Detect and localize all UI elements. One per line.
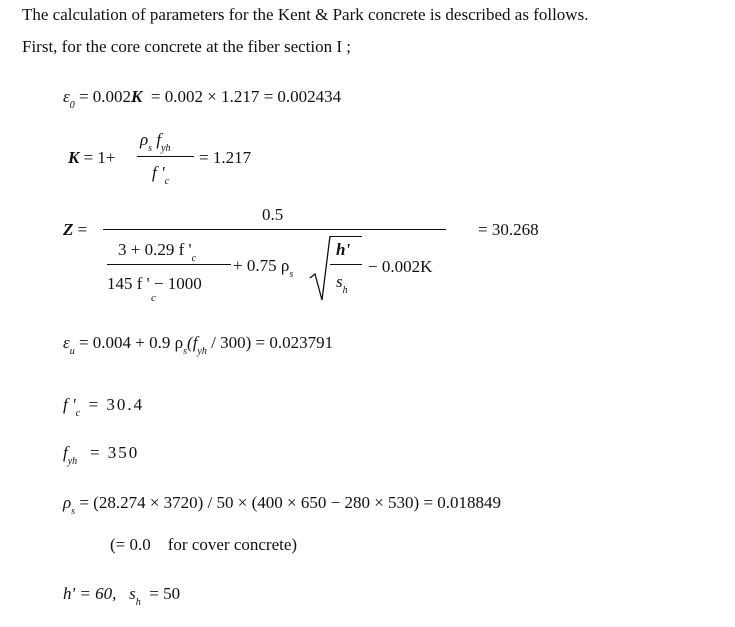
fyh-symbol: f [63, 443, 68, 462]
epsilon-u-symbol: ε [63, 333, 70, 352]
equation-epsilon-u [63, 333, 334, 357]
fc-sub: c [75, 408, 81, 419]
equation-rho-s [63, 493, 502, 517]
sqrt-den-s: s [336, 272, 343, 291]
z-term-2 [233, 256, 294, 280]
cover-concrete-note: (= 0.0 for cover concrete) [110, 535, 298, 554]
z-numerator: 0.5 [262, 205, 284, 224]
z-inner-den-text: 145 f ' − 1000 [107, 274, 202, 293]
fc-symbol: f ' [63, 395, 76, 414]
k-symbol: K [131, 87, 143, 106]
epsilon-u-mid: (f [187, 333, 198, 352]
k-fraction-bar [137, 156, 194, 157]
sh-symbol: s [129, 584, 136, 603]
equation-z [63, 220, 87, 240]
fc-value: = 30.4 [88, 395, 145, 414]
sqrt-numerator: h' [336, 240, 351, 259]
z-inner-num-text: 3 + 0.29 f ' [118, 240, 192, 259]
k-eq: = 1+ [83, 148, 116, 167]
epsilon-u-end: / 300) = 0.023791 [211, 333, 334, 352]
sqrt-vinculum [330, 236, 362, 237]
equation-k [68, 148, 116, 168]
sh-value: = 50 [149, 584, 181, 603]
k-numerator [140, 130, 171, 154]
rho-s-rhs: = (28.274 × 3720) / 50 × (400 × 650 − 280 × 530) = 0.018849 [79, 493, 502, 512]
epsilon-symbol: ε [63, 87, 70, 106]
epsilon-u-rho-sub: s [183, 346, 188, 357]
z-term-3: − 0.002K [368, 257, 433, 276]
z-inner-den-sub: c [151, 292, 156, 304]
intro-line-2: First, for the core concrete at the fiber section I ; [22, 37, 352, 56]
equation-epsilon-0 [63, 87, 342, 111]
sqrt-denominator [336, 272, 348, 296]
sqrt-den-sub: h [342, 285, 348, 296]
z-term-2-sub: s [289, 269, 294, 280]
z-result: = 30.268 [478, 220, 539, 239]
epsilon-u-sub: u [69, 346, 75, 357]
c-subscript: c [164, 176, 170, 187]
epsilon-subscript: 0 [69, 100, 75, 111]
rho-subscript: s [148, 143, 153, 154]
z-inner-denominator [107, 274, 202, 294]
k-lhs: K [68, 148, 80, 167]
k-denominator [152, 163, 170, 187]
f-subscript: yh [161, 143, 171, 154]
k-result: = 1.217 [199, 148, 252, 167]
z-main-fraction-bar [103, 229, 446, 230]
h-prime-value: h' = 60, [63, 584, 117, 603]
epsilon-0-rhs: = 0.002 [78, 87, 132, 106]
z-inner-numerator [118, 240, 197, 264]
f-prime-symbol: f ' [152, 163, 165, 182]
sh-sub: h [135, 597, 141, 608]
z-inner-fraction-bar [107, 264, 231, 265]
fyh-sub: yh [67, 456, 78, 467]
intro-line-1: The calculation of parameters for the Kent & Park concrete is described as follows. [22, 5, 589, 24]
equation-fyh [63, 443, 140, 467]
epsilon-0-rest: = 0.002 × 1.217 = 0.002434 [150, 87, 342, 106]
sqrt-fraction-bar [330, 264, 362, 265]
equation-fc [63, 395, 145, 419]
equation-h-sh [63, 584, 181, 608]
z-lhs: Z [63, 220, 74, 239]
epsilon-u-rhs: = 0.004 + 0.9 ρ [78, 333, 184, 352]
fyh-value: = 350 [89, 443, 140, 462]
rho-symbol: ρ [140, 130, 149, 149]
rho-s-sub: s [71, 506, 76, 517]
z-inner-num-sub: c [191, 253, 197, 264]
rho-s-symbol: ρ [63, 493, 72, 512]
f-symbol: f [156, 130, 162, 149]
epsilon-u-f-sub: yh [197, 346, 207, 357]
z-term-2-text: + 0.75 ρ [233, 256, 290, 275]
z-eq: = [77, 220, 88, 239]
